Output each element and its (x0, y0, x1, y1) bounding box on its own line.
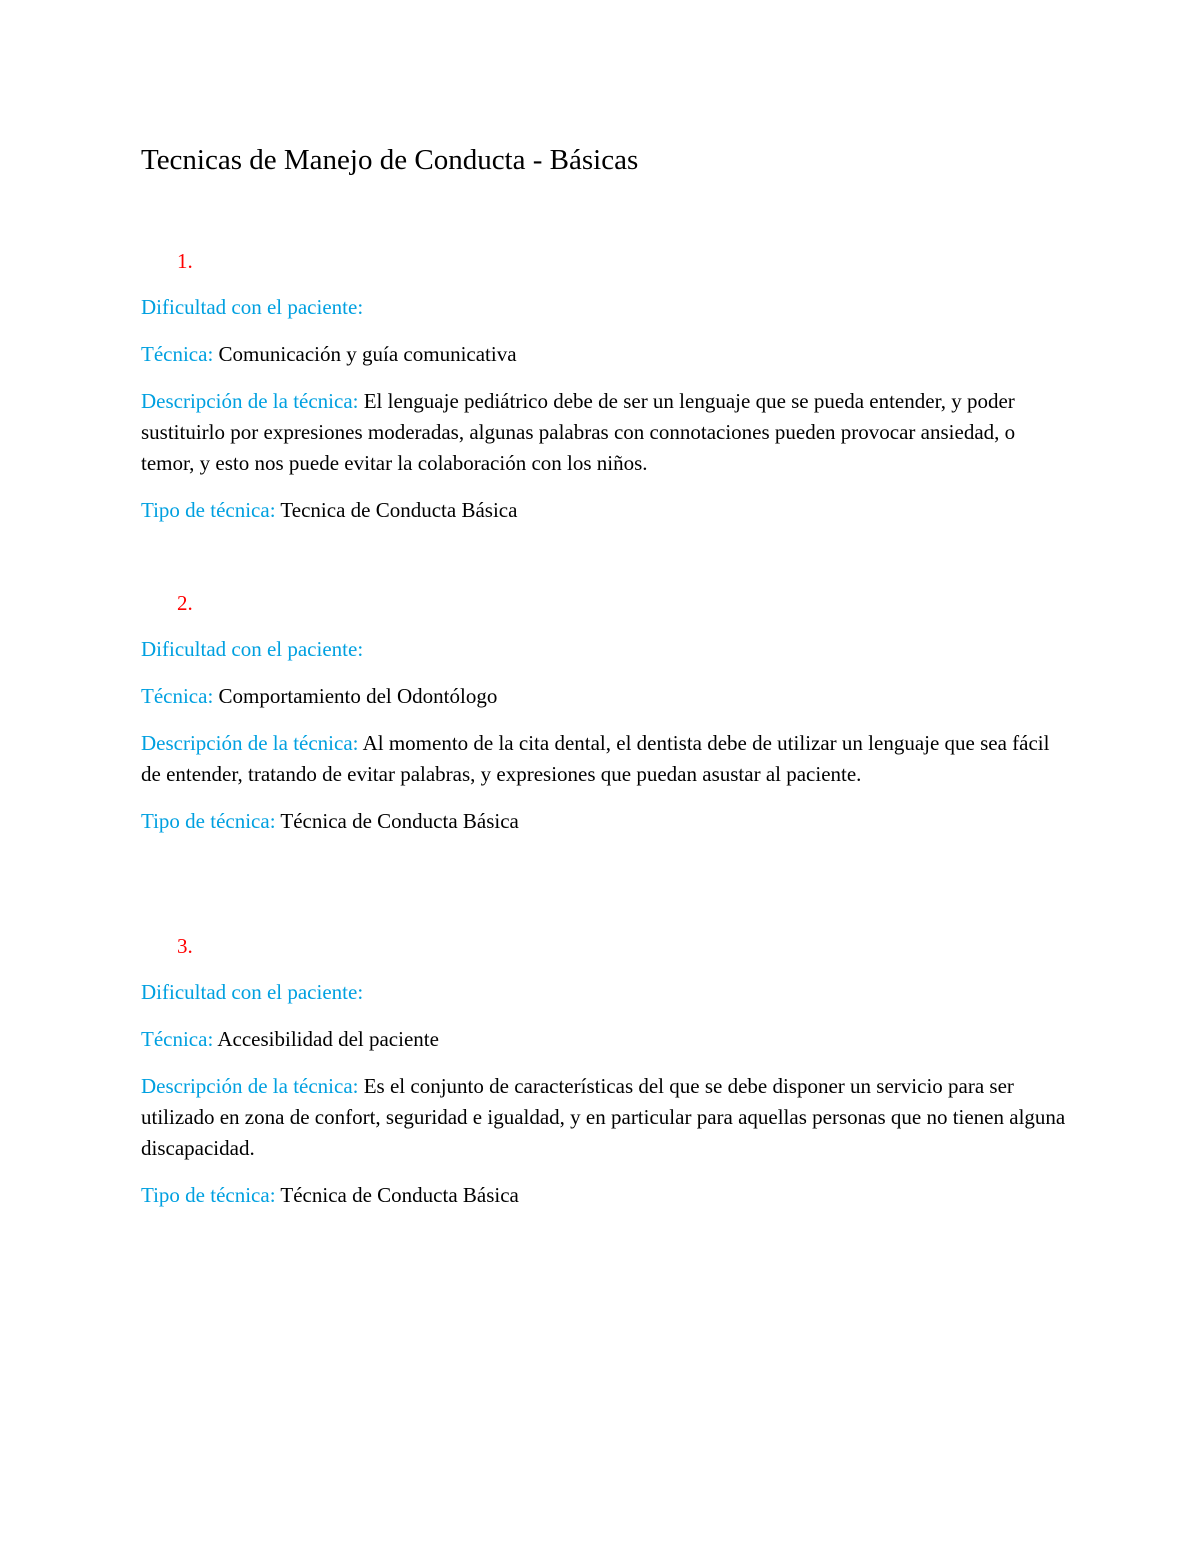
description-field (141, 728, 1071, 790)
type-label: Tipo de técnica: (141, 498, 276, 522)
type-label: Tipo de técnica: (141, 809, 276, 833)
technique-label: Técnica: (141, 1027, 214, 1051)
type-value: Técnica de Conducta Básica (280, 809, 519, 833)
technique-label: Técnica: (141, 342, 214, 366)
technique-field (141, 1024, 1071, 1055)
item-number: 2. (177, 591, 193, 615)
description-value: El lenguaje pediátrico debe de ser un lenguaje que se pueda entender, y poder sustituirlo por expresiones moderadas, algunas palabras con connotaciones pueden provocar ansiedad, o temor, y esto nos puede evitar la colaboración con los niños. (141, 389, 1016, 475)
type-field (141, 1180, 1071, 1211)
type-value: Tecnica de Conducta Básica (280, 498, 518, 522)
technique-value: Comportamiento del Odontólogo (218, 684, 498, 708)
difficulty-field (141, 634, 1071, 665)
type-field (141, 806, 1071, 837)
technique-item-1 (141, 246, 1071, 542)
description-value: Al momento de la cita dental, el dentista debe de utilizar un lenguaje que sea fácil de entender, tratando de evitar palabras, y expresiones que puedan asustar al paciente. (141, 731, 1050, 786)
difficulty-label: Dificultad con el paciente: (141, 637, 364, 661)
technique-item-3 (141, 931, 1071, 1227)
document-page (141, 140, 1071, 1207)
technique-value: Comunicación y guía comunicativa (218, 342, 517, 366)
document-title: Tecnicas de Manejo de Conducta - Básicas (141, 144, 639, 176)
technique-value: Accesibilidad del paciente (217, 1027, 439, 1051)
difficulty-label: Dificultad con el paciente: (141, 980, 364, 1004)
technique-label: Técnica: (141, 684, 214, 708)
description-field (141, 1071, 1071, 1164)
item-number: 1. (177, 249, 193, 273)
type-value: Técnica de Conducta Básica (280, 1183, 519, 1207)
description-label: Descripción de la técnica: (141, 1074, 359, 1098)
technique-item-2 (141, 588, 1071, 853)
difficulty-field (141, 977, 1071, 1008)
technique-field (141, 681, 1071, 712)
type-label: Tipo de técnica: (141, 1183, 276, 1207)
item-number: 3. (177, 934, 193, 958)
difficulty-field (141, 292, 1071, 323)
difficulty-label: Dificultad con el paciente: (141, 295, 364, 319)
description-field (141, 386, 1071, 479)
type-field (141, 495, 1071, 526)
description-value: Es el conjunto de características del que se debe disponer un servicio para ser utilizado en zona de confort, seguridad e igualdad, y en particular para aquellas personas que no tienen alguna discapacidad. (141, 1074, 1066, 1160)
description-label: Descripción de la técnica: (141, 389, 359, 413)
technique-field (141, 339, 1071, 370)
description-label: Descripción de la técnica: (141, 731, 359, 755)
